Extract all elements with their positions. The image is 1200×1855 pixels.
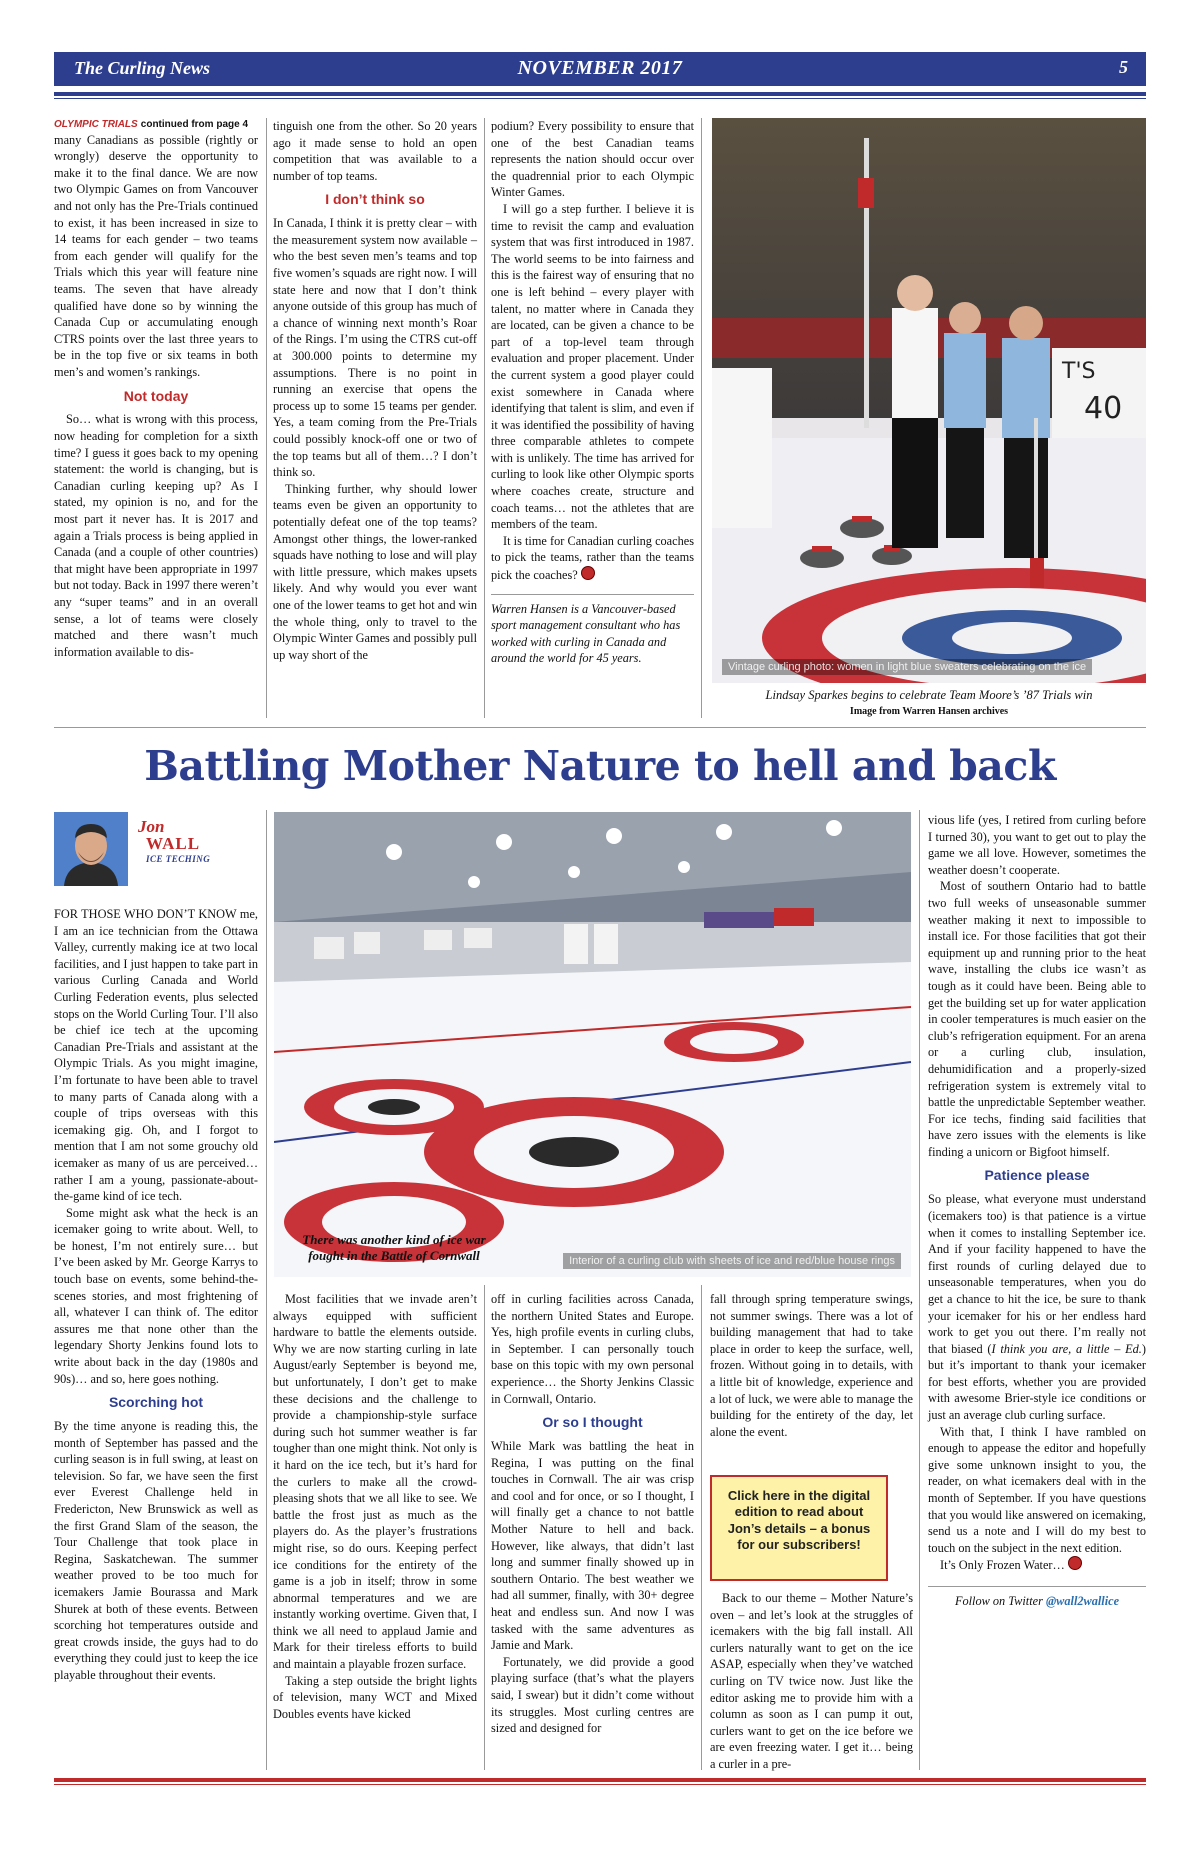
story-kicker: OLYMPIC TRIALS	[54, 119, 138, 130]
paragraph: With that, I think I have rambled on enough to appease the editor and hopefully give some unknown insight to you, the reader, on what icemakers deal with in the month of September. If you have questions that you would like answered on icemaking, send us a note and I will do my best to touch on the subject in the next edition.	[928, 1424, 1146, 1555]
paragraph: I will go a step further. I believe it is time to revisit the camp and evaluation system that was first introduced in 1987. The world seems to be into fairness and this is the fairest way of ensuring that no one is left behind – every player with talent, no matter where in Canada they are located, can be given a chance to be part of a top-level team through evaluation and proper placement. Under the current system a good player could exist somewhere in Canada where identifying that talent is slim, and even if it was identified the possibility of having three comparable athletes to compete with is unlikely. The time has arrived for curling to look like other Olympic sports where coaches create, structure and coach teams… not the athletes that are members of the team.	[491, 201, 694, 532]
columnist-last-name: WALL	[146, 834, 201, 853]
top-story-column-2	[273, 118, 477, 663]
paragraph: many Canadians as possible (rightly or wrongly) deserve the opportunity to make it to the final dance. We are now two Olympic Games on from Vancouver and not only has the Pre-Trials continued to exist, it has been increased in size to 14 teams for each gender – two teams from each gender will qualify for the Trials which this year will feature nine teams. The seven that have already qualified have done so by winning the Canada Cup or accumulating enough CTRS points over the last three years to be in the top five or six teams in both men’s and women’s rankings.	[54, 132, 258, 379]
twitter-handle-link[interactable]: @wall2wallice	[1045, 1594, 1120, 1609]
main-story-column-4	[710, 1291, 913, 1440]
paragraph: By the time anyone is reading this, the month of September has passed and the curling season is in full swing, at least on television. So far, we have seen the first ever Everest Challenge held in Fredericton, New Brunswick as well as the first Grand Slam of the season, the Tour Challenge that took place in Regina, Saskatchewan. The summer weather proved to be too much for icemakers Jamie Bourassa and Mark Shurek at both of these events. Between scorching hot temperatures outside and great crowds inside, the guys had to do everything they could just to keep the ice playable throughout their events.	[54, 1419, 258, 1683]
bio-rule	[491, 594, 694, 595]
author-bio: Warren Hansen is a Vancouver-based sport management consultant who has worked with curling in Canada and around the world for 45 years.	[491, 601, 681, 666]
page-header	[54, 52, 1146, 86]
main-story-column-4-continued	[710, 1590, 913, 1773]
promo-text: Click here in the digital edition to read about Jon’s details – a bonus for our subscribers!	[727, 1488, 871, 1552]
twitter-follow: Follow on Twitter @wall2wallice	[954, 1594, 1120, 1609]
column-divider	[266, 118, 267, 718]
subhead: Patience please	[984, 1167, 1090, 1184]
digital-bonus-promo[interactable]	[710, 1475, 888, 1581]
paragraph: In Canada, I think it is pretty clear – with the measurement system now available – who the best seven men’s teams and top five women’s squads are right now. I will state here and now that I don’t think anyone outside of this group has much of a chance of winning next month’s Roar of the Rings. I’m using the CTRS cut-off at 300.000 points to determine my assumptions. There is no point in running an exercise that opens the process up to some 15 teams per gender. Yes, a team coming from the Pre-Trials could possibly knock-off one or two of the top teams but all of them…? I don’t think so.	[273, 216, 477, 480]
paragraph: tinguish one from the other. So 20 years ago it made sense to hold an open competition that was available to a number of top teams.	[273, 119, 477, 183]
paragraph: Taking a step outside the bright lights of television, many WCT and Mixed Doubles events have kicked	[273, 1673, 477, 1721]
paragraph: Thinking further, why should lower teams even be given an opportunity to potentially defeat one of the top teams? Amongst other things, the lower-ranked squads have nothing to lose and will play with little pressure, which makes upsets likely. And why would you ever want one of the lower teams to get hot and win the whole thing, only to travel to the Olympic Winter Games and possibly pull up way short of the	[273, 481, 477, 662]
paragraph: Some might ask what the heck is an icemaker going to write about. Well, to be honest, I’m not entirely sure… but I’ve been asked by Mr. George Karrys to touch base on events, some behind-the-scenes stories, and most frightening of all, whatever I can think of. The editor assures me that none other than the legendary Shorty Jenkins found lots to write about back in the day (1980s and 90s)… and so, here goes nothing.	[54, 1205, 258, 1386]
subhead: Scorching hot	[108, 1394, 204, 1411]
end-mark-icon	[581, 566, 595, 580]
curling-celebration-image	[712, 118, 1146, 683]
main-photo-caption: There was another kind of ice war fought in the Battle of Cornwall	[302, 1232, 486, 1263]
top-story-photo	[712, 118, 1146, 683]
header-rule	[54, 92, 1146, 96]
svg-text:T'S: T'S	[1062, 359, 1096, 384]
paragraph: So please, what everyone must understand (icemakers too) is that patience is a virtue when it comes to installing September ice. And if your facility happened to have the first rounds of curling delayed due to unseasonable temperatures, when you do get a chance to hit the ice, be sure to thank your icemaker for his or her endless hard work to get you out there. I’m really not that biased (I think you are, a little – Ed.) but it’s important to thank your icemaker for best efforts, whether you are provided with awesome Brier-style ice conditions or just an average club curling surface.	[928, 1192, 1146, 1423]
main-story-column-2	[273, 1291, 477, 1722]
main-story-photo	[274, 812, 911, 1277]
paragraph: It is time for Canadian curling coaches to pick the teams, rather than the teams pick the coaches?	[491, 533, 694, 583]
paragraph: While Mark was battling the heat in Regina, I was putting on the final touches in Cornwall. The air was crisp and cool and for once, or so I thought, I will finally get a chance to not battle Mother Nature to hell and back. However, like always, that didn’t last long and summer finally showed up in southern Ontario. The best weather we had all summer, finally, with 30+ degree heat and endless sun. And now I was tasked with the same adventures as Jamie and Mark.	[491, 1439, 694, 1653]
subhead: Or so I thought	[542, 1414, 643, 1431]
columnist-first-name: Jon	[138, 817, 165, 836]
paragraph: Back to our theme – Mother Nature’s oven – and let’s look at the struggles of icemakers with the big fall install. All curlers naturally want to get on the ice ASAP, especially when they’ve watched curling on TV twice now. Just like the editor asking me to provide him with a column as soon as I can pump it out, curlers want to get on the ice before we are even freezing water. I get it… being a curler in a pre-	[710, 1591, 913, 1771]
curling-rink-image	[274, 812, 911, 1277]
main-story-column-5	[928, 812, 1146, 1610]
subhead: I don’t think so	[325, 191, 425, 208]
end-mark-icon	[1068, 1556, 1082, 1570]
column-divider	[701, 118, 702, 718]
paragraph: So… what is wrong with this process, now heading for completion for a sixth time? I guess it goes back to my opening statement: the world is changing, but is Canadian curling keeping up? As I stated, my opinion is no, and for the most part it never has. It is 2017 and again a Trials process is being applied in Canada (and a couple of other countries) that might have been appropriate in 1997 but not today. Back in 1997 there weren’t any “super teams” and in an overall sense, a lot of teams were closely matched and there wasn’t much information available to dis-	[54, 412, 258, 659]
main-story-column-3	[491, 1291, 694, 1737]
avatar	[54, 812, 128, 886]
top-photo-caption: Lindsay Sparkes begins to celebrate Team Moore’s ’87 Trials win	[765, 688, 1093, 702]
column-name: ICE TECHING	[146, 853, 211, 864]
paragraph: FOR THOSE WHO DON’T KNOW me, I am an ice technician from the Ottawa Valley, currently making ice at two local facilities, and I just happen to take part in various Curling Canada and World Curling Federation events, plus selected stops on the World Curling Tour. I’ll also be chief ice tech at the upcoming Canadian Pre-Trials and assistant at the Olympic Trials. As you might imagine, I’m fortunate to have been able to travel to many parts of Canada along with a couple of trips overseas with this icemaking gig. Oh, and I forgot to mention that I am not some grouchy old icemaker as many of us are perceived… rather I am a young, passionate-about-the-game kind of ice tech.	[54, 907, 258, 1204]
svg-text:40: 40	[1084, 391, 1123, 426]
paragraph: fall through spring temperature swings, not summer swings. There was a lot of building management that had to take place in order to keep the surface, well, frozen. Without going in to details, with a little bit of knowledge, experience and a lot of luck, we were able to manage the building for the entirety of the day, let alone the event.	[710, 1292, 913, 1439]
publication-name: The Curling News	[74, 58, 211, 78]
paragraph: Fortunately, we did provide a good playing surface (that’s what the players said, I swear) but it didn’t come without its struggles. Most curling centres are sized and designed for	[491, 1654, 694, 1736]
paragraph: Most facilities that we invade aren’t always equipped with sufficient hardware to battle the elements outside. Why we are now starting curling in late August/early September is beyond me, but unfortunately, I don’t get to make these decisions and the challenge to provide a championship-style surface during such hot summer weather is far tougher than one might think. Not only is it hard on the ice tech, but it’s hard for the curlers to make all the crowd-pleasing shots that we all like to see. We battle the frost just as much as the players do. As the player’s frustrations might rise, so do ours. Keeping perfect ice conditions for the entirety of the game is a job in itself; throw in some abnormal temperatures and we are instantly working overtime. Given that, I think we all need to applaud Jamie and Mark for their tireless efforts to build and maintain a playable frozen surface.	[273, 1292, 477, 1672]
paragraph: Most of southern Ontario had to battle two full weeks of unseasonable summer weather making it next to impossible to install ice. For those facilities that got their equipment up and running prior to the heat wave, installing the clubs ice wasn’t as tough as it could have been. Being able to get the building set up for water application in cooler temperatures is much easier on the club’s refrigeration equipment. For an arena or a curling club, insulation, dehumidification and a properly-sized refrigeration system is extremely vital to battle the unpredictable September weather. For ice techs, finding said facilities that have zero issues with the elements is like finding a unicorn or Bigfoot himself.	[928, 879, 1146, 1159]
column-divider	[484, 1285, 485, 1770]
top-story-column-1	[54, 115, 258, 660]
main-headline: Battling Mother Nature to hell and back	[144, 742, 1056, 790]
issue-date: NOVEMBER 2017	[517, 57, 683, 79]
paragraph: off in curling facilities across Canada, the northern United States and Europe. Yes, high profile events in curling clubs, in September. I can personally touch base on this topic with my own personal experience… the Shorty Jenkins Classic in Cornwall, Ontario.	[491, 1292, 694, 1406]
paragraph: vious life (yes, I retired from curling before I turned 30), you want to get out to play the game we all love. However, sometimes the weather doesn’t cooperate.	[928, 813, 1146, 877]
subhead: Not today	[123, 387, 189, 404]
footer-rule	[54, 1778, 1146, 1782]
column-divider	[266, 810, 267, 1770]
column-divider	[919, 810, 920, 1770]
columnist-headshot-icon	[54, 812, 128, 886]
main-story-column-1	[54, 906, 258, 1684]
columnist-byline	[138, 818, 210, 864]
continued-note: continued from page 4	[140, 119, 249, 130]
header-rule-thin	[54, 98, 1146, 99]
top-story-column-3	[491, 118, 694, 667]
paragraph: podium? Every possibility to ensure that one of the best Canadian teams represents the nation should occur over the quadrennial prior to each Olympic Winter Games.	[491, 119, 694, 200]
top-photo-credit: Image from Warren Hansen archives	[849, 706, 1009, 717]
page-number: 5	[1119, 57, 1128, 77]
sign-off-rule	[928, 1586, 1146, 1587]
column-divider	[484, 118, 485, 718]
image-placeholder-label: Vintage curling photo: women in light blue sweaters celebrating on the ice	[722, 659, 1092, 675]
column-divider	[701, 1285, 702, 1770]
paragraph: It’s Only Frozen Water…	[928, 1556, 1146, 1574]
section-rule	[54, 727, 1146, 728]
image-placeholder-label: Interior of a curling club with sheets of ice and red/blue house rings	[563, 1253, 901, 1269]
footer-rule-thin	[54, 1784, 1146, 1785]
